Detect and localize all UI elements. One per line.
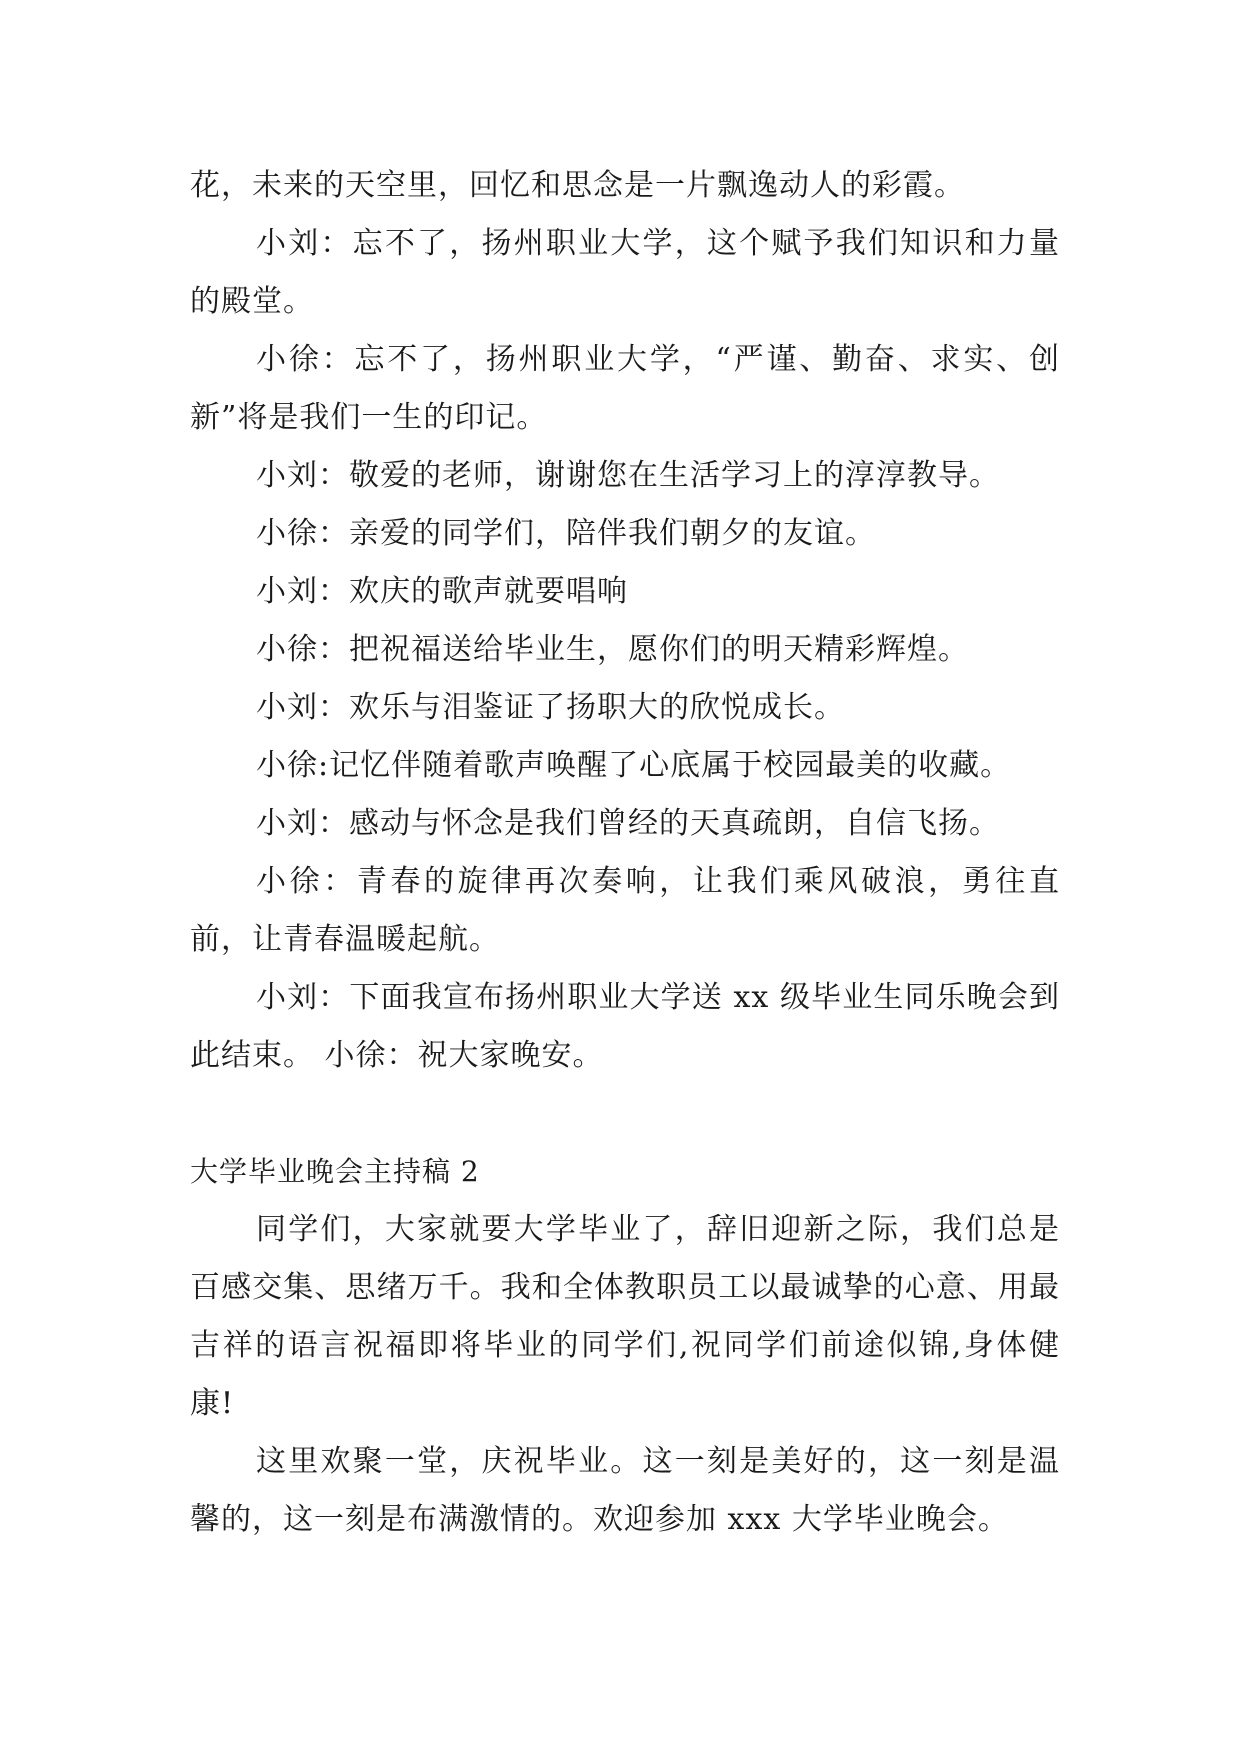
paragraph-continuation: 花，未来的天空里，回忆和思念是一片飘逸动人的彩霞。 xyxy=(190,168,965,203)
dialogue-line: 小刘：敬爱的老师，谢谢您在生活学习上的淳淳教导。 xyxy=(256,458,1000,493)
body-paragraph: 同学们，大家就要大学毕业了，辞旧迎新之际，我们总是百感交集、思绪万千。我和全体教职员工以最诚挚的心意、用最吉祥的语言祝福即将毕业的同学们,祝同学们前途似锦,身体健康! xyxy=(190,1212,1060,1421)
dialogue-line: 小刘：欢庆的歌声就要唱响 xyxy=(256,574,628,609)
dialogue-line: 小徐:记忆伴随着歌声唤醒了心底属于校园最美的收藏。 xyxy=(256,748,1012,783)
dialogue-line: 小刘：欢乐与泪鉴证了扬职大的欣悦成长。 xyxy=(256,690,845,725)
dialogue-line: 小刘：忘不了，扬州职业大学，这个赋予我们知识和力量的殿堂。 xyxy=(190,226,1060,319)
document-page xyxy=(190,157,1060,1549)
dialogue-line: 小刘：下面我宣布扬州职业大学送 xx 级毕业生同乐晚会到此结束。 小徐：祝大家晚安。 xyxy=(190,980,1060,1073)
dialogue-line: 小徐：亲爱的同学们，陪伴我们朝夕的友谊。 xyxy=(256,516,876,551)
dialogue-line: 小徐：忘不了，扬州职业大学，“严谨、勤奋、求实、创新”将是我们一生的印记。 xyxy=(190,342,1060,435)
dialogue-line: 小徐：把祝福送给毕业生，愿你们的明天精彩辉煌。 xyxy=(256,632,969,667)
dialogue-line: 小刘：感动与怀念是我们曾经的天真疏朗，自信飞扬。 xyxy=(256,806,1000,841)
section-heading: 大学毕业晚会主持稿 2 xyxy=(190,1155,480,1188)
body-paragraph: 这里欢聚一堂，庆祝毕业。这一刻是美好的，这一刻是温馨的，这一刻是布满激情的。欢迎参加 xxx 大学毕业晚会。 xyxy=(190,1444,1060,1537)
dialogue-line: 小徐：青春的旋律再次奏响，让我们乘风破浪，勇往直前，让青春温暖起航。 xyxy=(190,864,1060,957)
